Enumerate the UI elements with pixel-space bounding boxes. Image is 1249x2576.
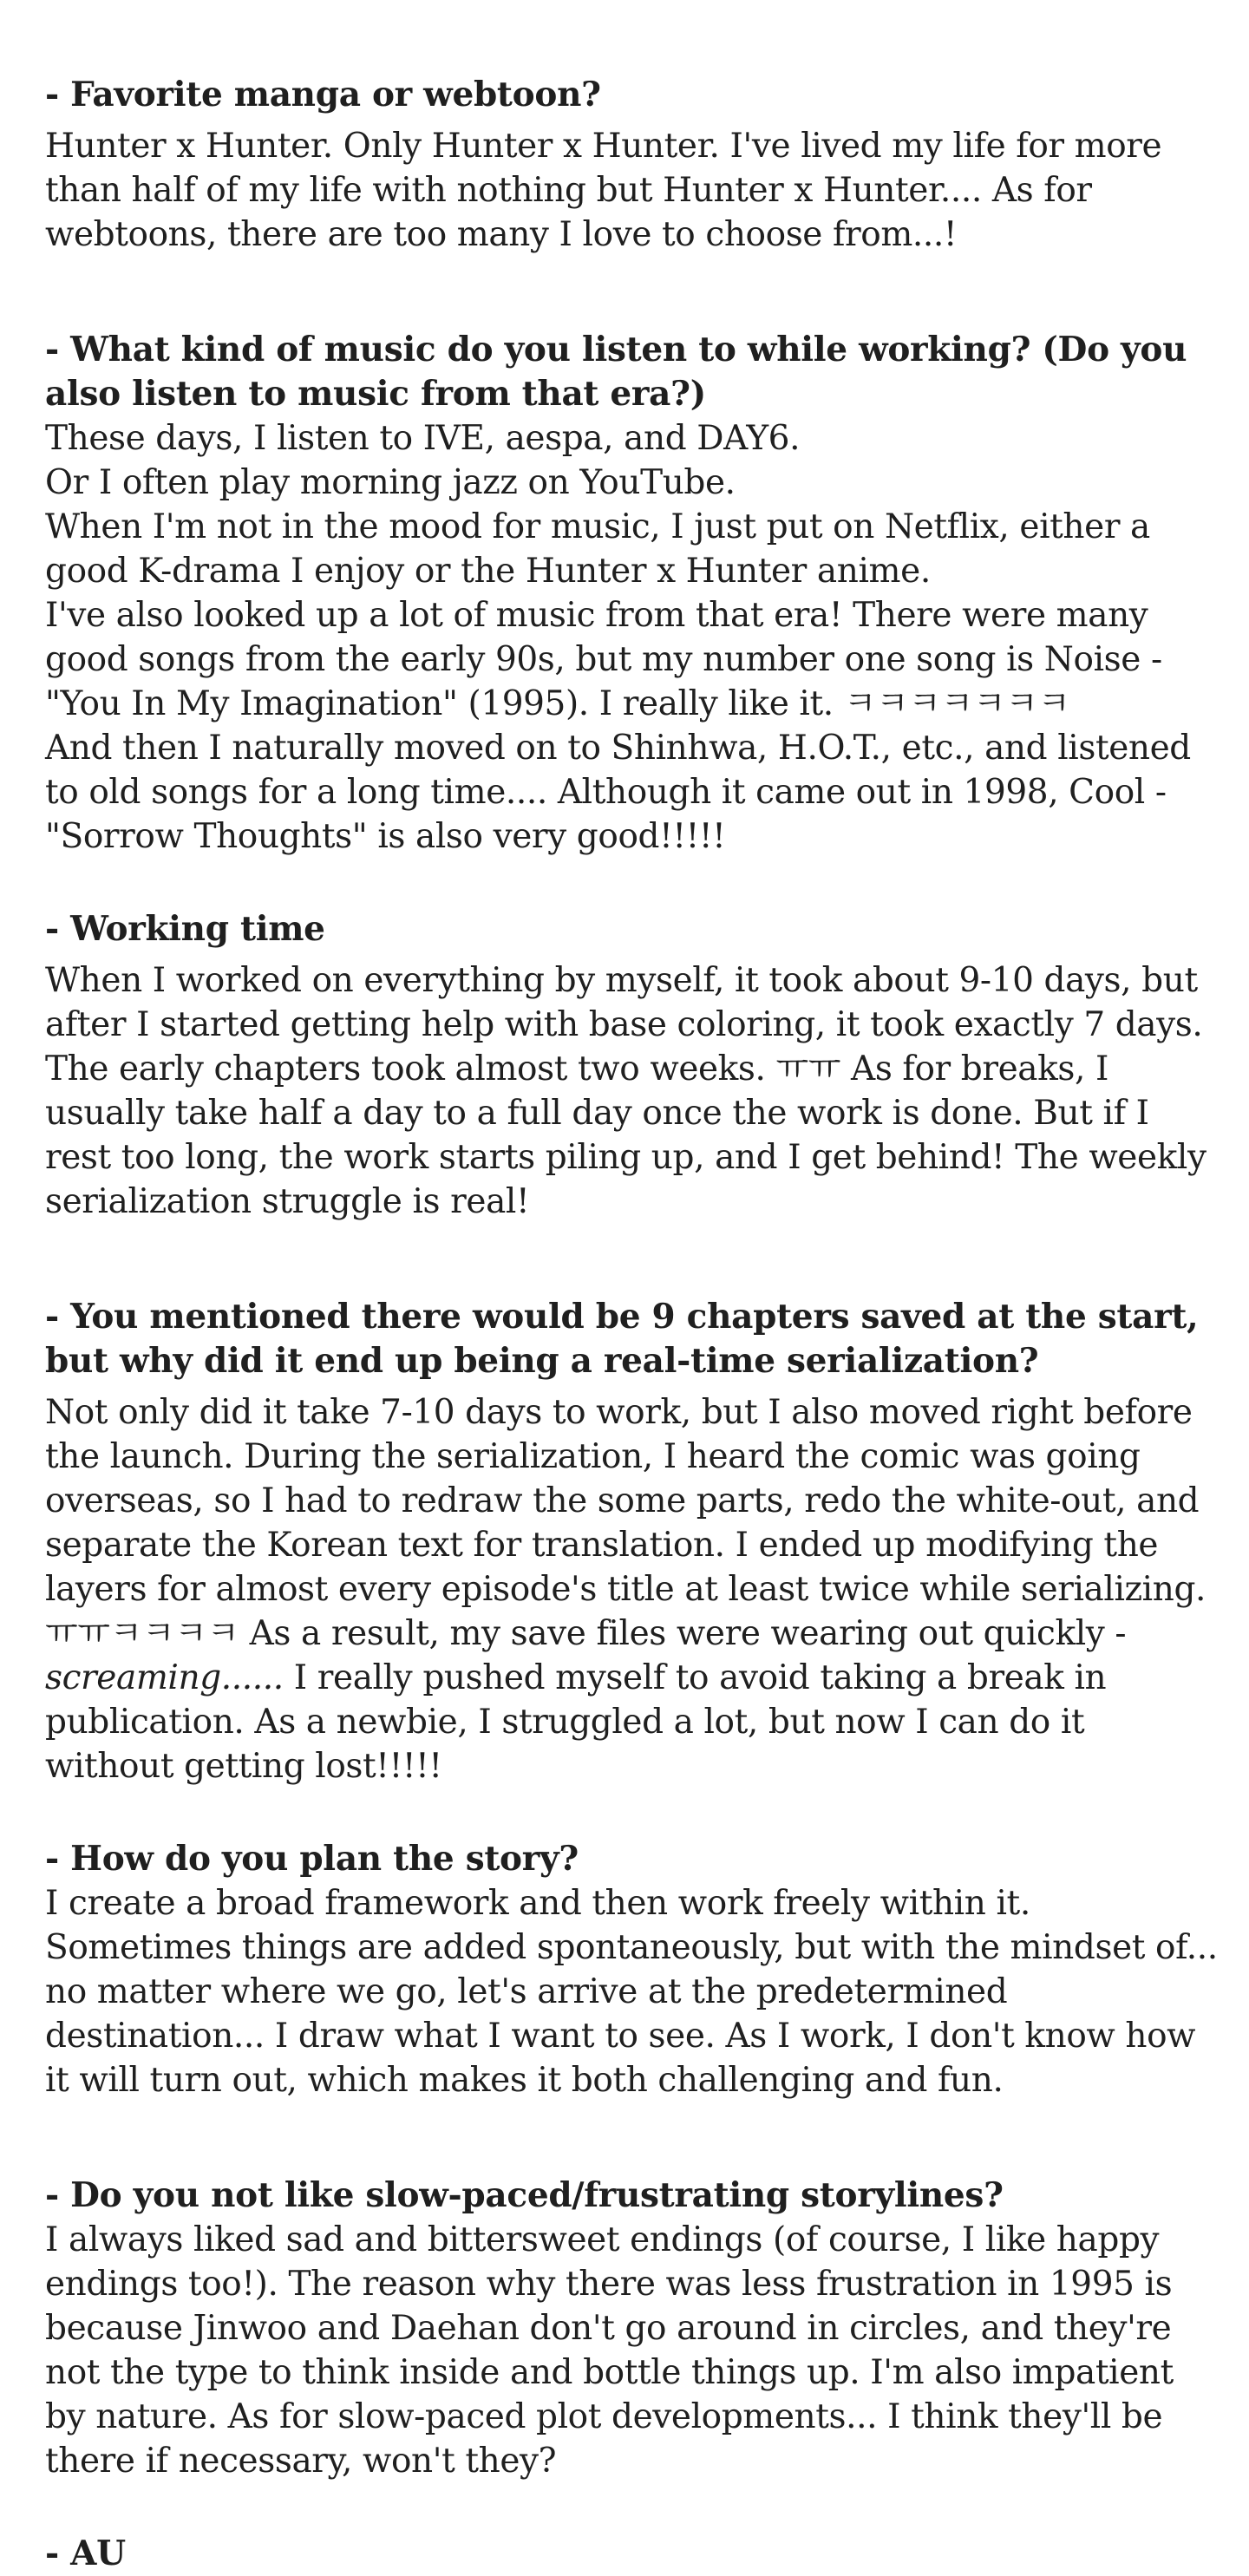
question-heading: - AU <box>45 2534 126 2573</box>
article-body <box>45 73 1221 2576</box>
answer-line: Or I often play morning jazz on YouTube. <box>45 463 736 502</box>
question-heading: - Favorite manga or webtoon? <box>45 75 601 114</box>
answer-text: Hunter x Hunter. Only Hunter x Hunter. I've lived my life for more than half of my life with nothing but Hunter x Hunter.... As for webtoons, there are too many I love to choose from...! <box>45 127 1162 254</box>
qa-real-time-serialization <box>45 1295 1221 1788</box>
answer-text: I always liked sad and bittersweet endings (of course, I like happy endings too!). The reason why there was less frustration in 1995 is because Jinwoo and Daehan don't go around in circles, and they're not the type to think inside and bottle things up. I'm also impatient by nature. As for slow-paced plot developments... I think they'll be there if necessary, won't they? <box>45 2220 1174 2481</box>
question-heading: - Do you not like slow-paced/frustrating storylines? <box>45 2175 1004 2215</box>
qa-favorite-manga <box>45 73 1221 257</box>
qa-slow-paced <box>45 2174 1221 2483</box>
question-heading: - You mentioned there would be 9 chapters saved at the start, but why did it end up being a real-time serialization? <box>45 1297 1199 1381</box>
answer-line: These days, I listen to IVE, aespa, and DAY6. <box>45 419 801 458</box>
qa-au <box>45 2532 1221 2576</box>
answer-text-part2: I really pushed myself to avoid taking a break in publication. As a newbie, I struggled a lot, but now I can do it without getting lost!!!!! <box>45 1658 1107 1786</box>
answer-text: I create a broad framework and then work freely within it. Sometimes things are added spontaneously, but with the mindset of... no matter where we go, let's arrive at the predetermined destination... I draw what I want to see. As I work, I don't know how it will turn out, which makes it both challenging and fun. <box>45 1884 1218 2100</box>
qa-music <box>45 328 1221 859</box>
answer-text: When I worked on everything by myself, it took about 9-10 days, but after I started getting help with base coloring, it took exactly 7 days. The early chapters took almost two weeks. ㅠㅠ As for breaks, I usually take half a day to a full day once the work is done. But if I rest too long, the work starts piling up, and I get behind! The weekly serialization struggle is real! <box>45 961 1206 1221</box>
question-heading: - How do you plan the story? <box>45 1839 579 1879</box>
qa-story-planning <box>45 1837 1221 2102</box>
answer-line: When I'm not in the mood for music, I just put on Netflix, either a good K-drama I enjoy or the Hunter x Hunter anime. <box>45 507 1150 591</box>
answer-text <box>45 1390 1221 1788</box>
question-heading: - What kind of music do you listen to while working? (Do you also listen to music from that era?) <box>45 330 1187 414</box>
answer-line: And then I naturally moved on to Shinhwa, H.O.T., etc., and listened to old songs for a long time.... Although it came out in 1998, Cool - "Sorrow Thoughts" is also very good!!!!! <box>45 729 1191 856</box>
qa-working-time <box>45 907 1221 1224</box>
question-heading: - Working time <box>45 909 325 949</box>
answer-emphasis: screaming...... <box>45 1658 284 1697</box>
answer-line: I've also looked up a lot of music from that era! There were many good songs from the early 90s, but my number one song is Noise - "You In My Imagination" (1995). I really like it. ㅋㅋㅋㅋㅋㅋㅋ <box>45 596 1162 723</box>
answer-text-part1: Not only did it take 7-10 days to work, but I also moved right before the launch. During the serialization, I heard the comic was going overseas, so I had to redraw the some parts, redo the white-out, and separate the Korean text for translation. I ended up modifying the layers for almost every episode's title at least twice while serializing. ㅠㅠㅋㅋㅋㅋ As a result, my save files were wearing out quickly - <box>45 1393 1206 1653</box>
